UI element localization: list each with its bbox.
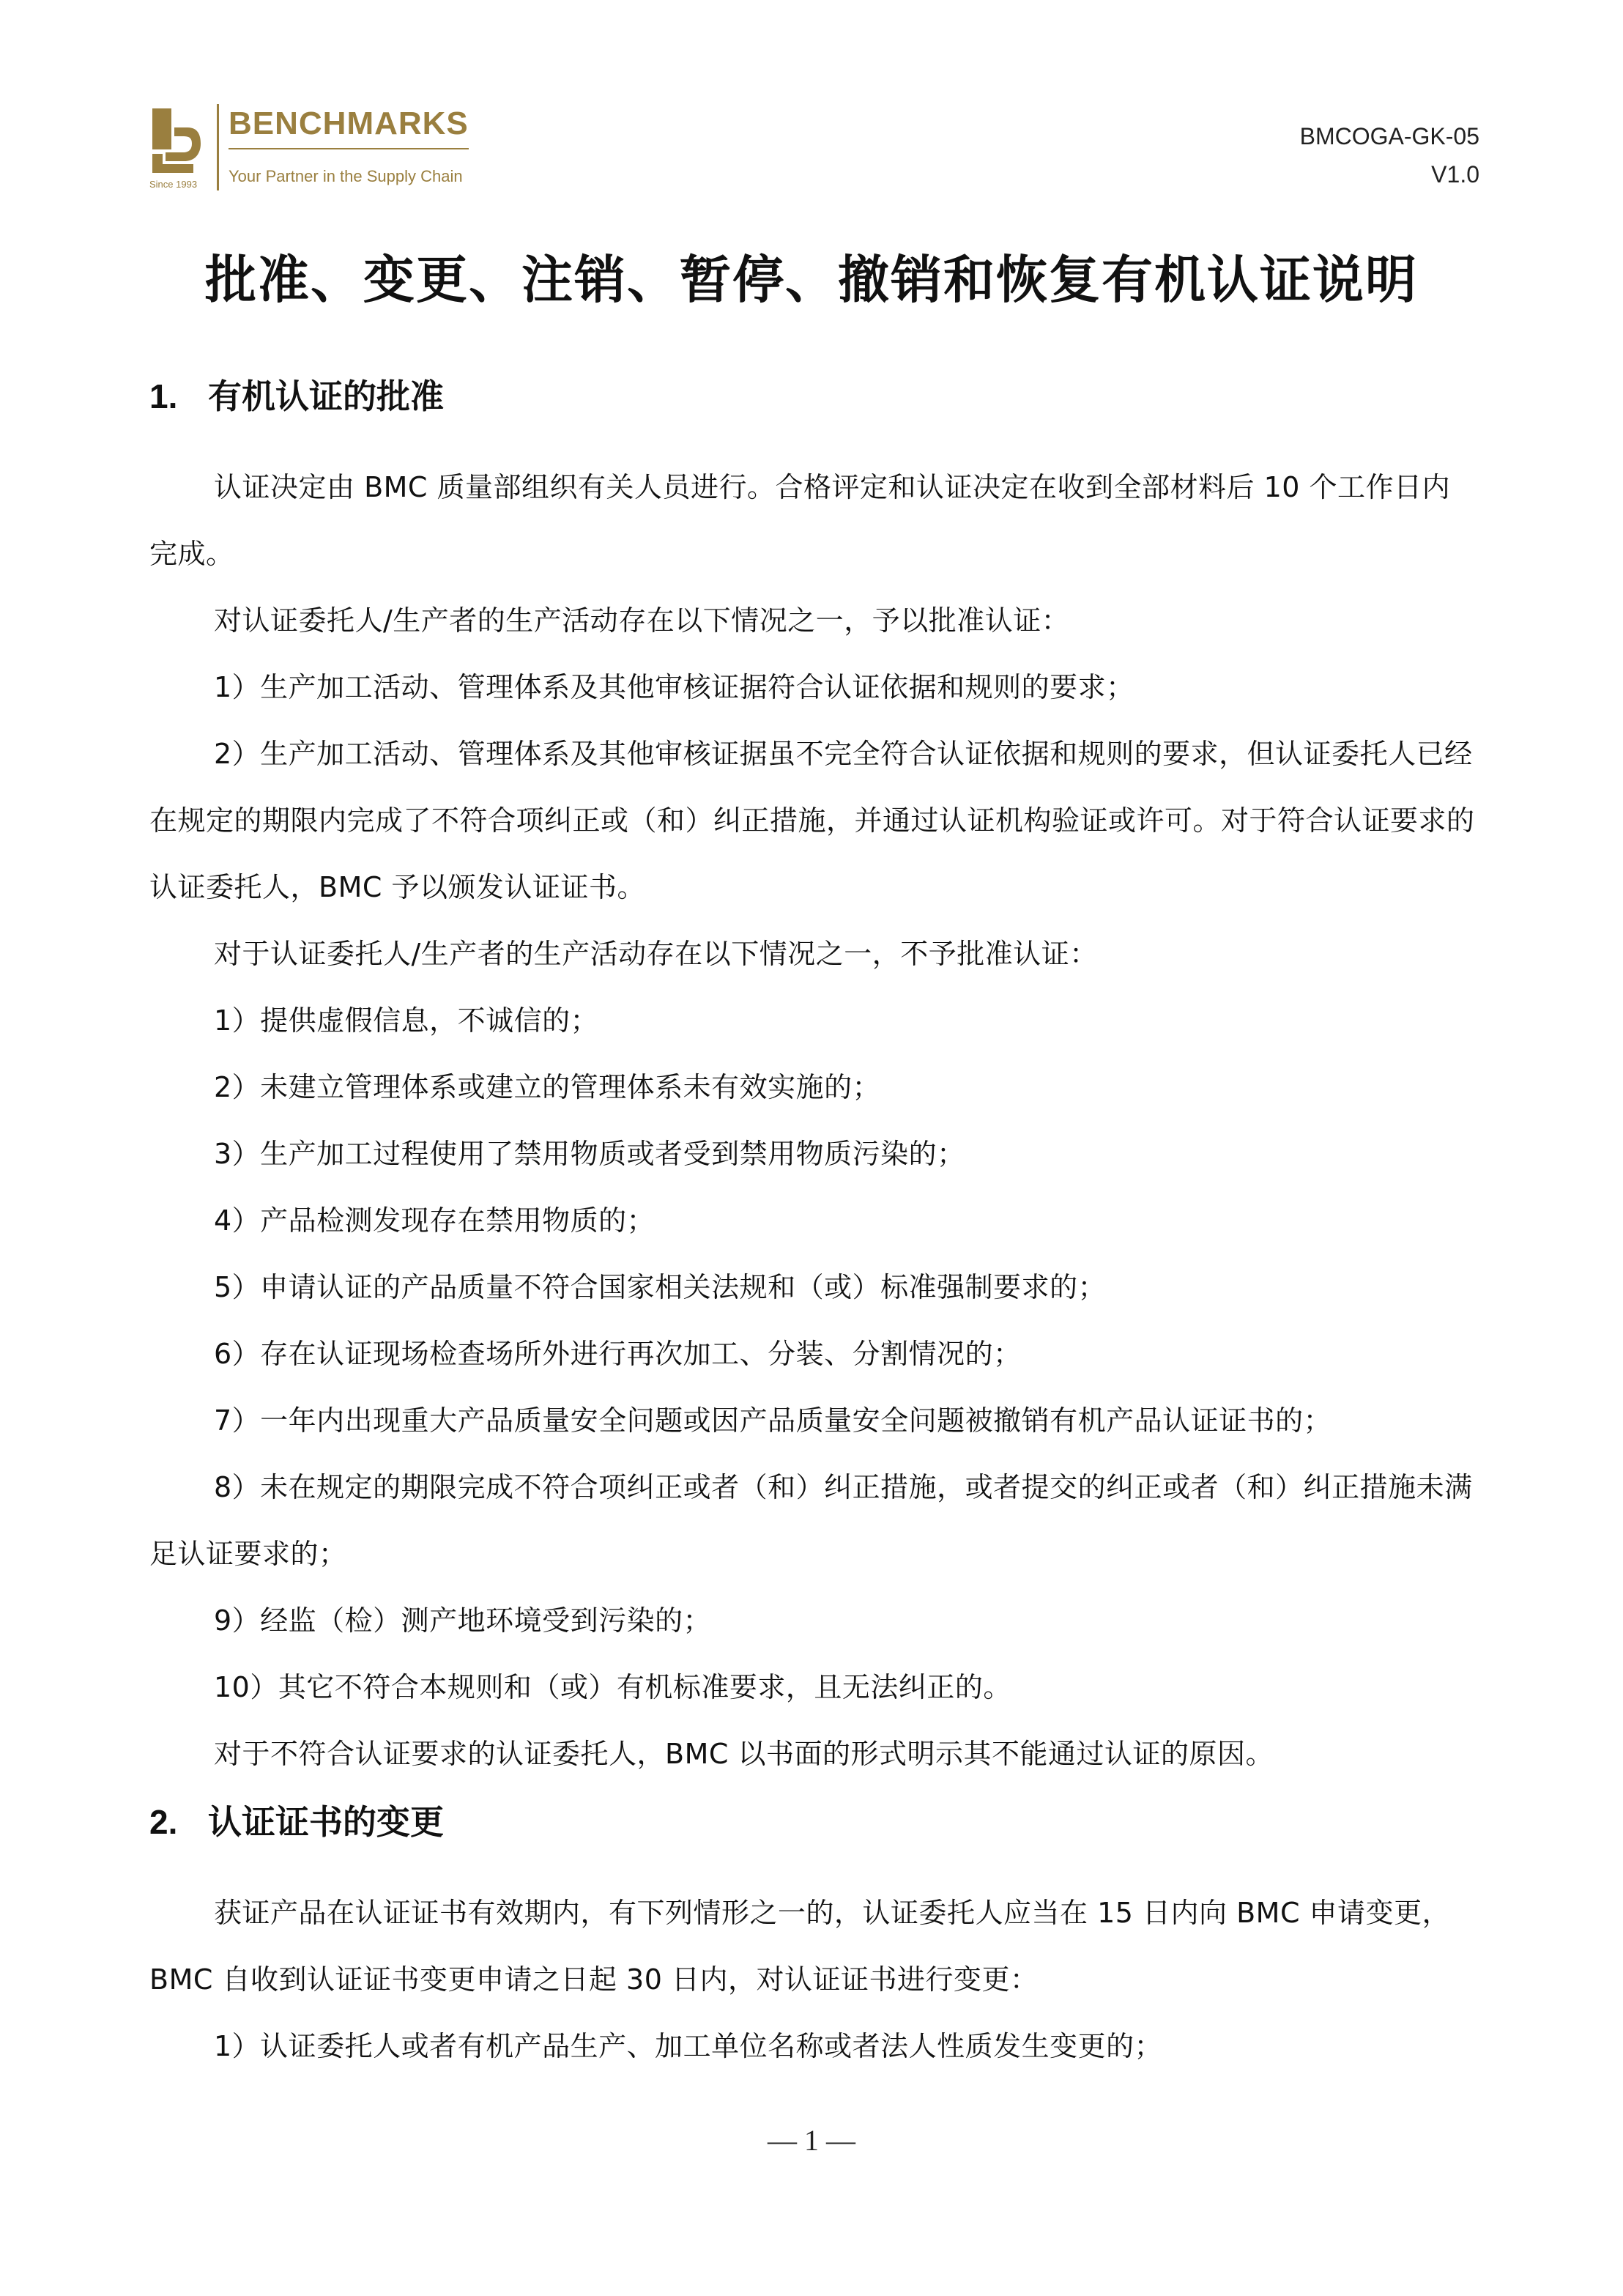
list-item: 6）存在认证现场检查场所外进行再次加工、分装、分割情况的；: [214, 1338, 1022, 1370]
logo-underline: [229, 148, 469, 149]
list-item: 2）生产加工活动、管理体系及其他审核证据虽不完全符合认证依据和规则的要求，但认证委托人已经在规定的期限内完成了不符合项纠正或（和）纠正措施，并通过认证机构验证或许可。对于符合认证要求的认证委托人，BMC 予以颁发认证证书。: [149, 738, 1475, 903]
list-item: 8）未在规定的期限完成不符合项纠正或者（和）纠正措施，或者提交的纠正或者（和）纠正措施未满足认证要求的；: [149, 1471, 1473, 1570]
section-heading: [149, 1792, 1477, 1852]
list-item: 7）一年内出现重大产品质量安全问题或因产品质量安全问题被撤销有机产品认证证书的；: [214, 1404, 1332, 1437]
paragraph: 获证产品在认证证书有效期内，有下列情形之一的，认证委托人应当在 15 日内向 BMC 申请变更，BMC 自收到认证证书变更申请之日起 30 日内，对认证证书进行变更：: [149, 1897, 1451, 1996]
logo-since-label: Since 1993: [149, 179, 198, 190]
paragraph: 对于不符合认证要求的认证委托人，BMC 以书面的形式明示其不能通过认证的原因。: [214, 1738, 1274, 1770]
list-item: 1）认证委托人或者有机产品生产、加工单位名称或者法人性质发生变更的；: [214, 2030, 1163, 2062]
logo-wordmark: BENCHMARKS: [229, 105, 469, 141]
list-item: 4）产品检测发现存在禁用物质的；: [214, 1204, 655, 1237]
document-code: BMCOGA-GK-05: [1299, 123, 1479, 149]
document-body: [149, 366, 1477, 2080]
logo-divider: [217, 104, 219, 190]
paragraph: 对认证委托人/生产者的生产活动存在以下情况之一，予以批准认证：: [214, 604, 1070, 637]
benchmarks-logo-icon: [149, 105, 202, 176]
document-reference: [1300, 117, 1479, 193]
company-logo: [149, 100, 486, 196]
page-number: — 1 —: [768, 2124, 855, 2157]
section-heading: [149, 366, 1477, 426]
list-item: 5）申请认证的产品质量不符合国家相关法规和（或）标准强制要求的；: [214, 1271, 1107, 1303]
paragraph: 认证决定由 BMC 质量部组织有关人员进行。合格评定和认证决定在收到全部材料后 10 个工作日内完成。: [149, 471, 1451, 570]
list-item: 9）经监（检）测产地环境受到污染的；: [214, 1604, 712, 1637]
list-item: 10）其它不符合本规则和（或）有机标准要求，且无法纠正的。: [214, 1671, 1011, 1703]
section-title: 认证证书的变更: [208, 1802, 444, 1842]
section-number: 1.: [149, 377, 178, 415]
list-item: 3）生产加工过程使用了禁用物质或者受到禁用物质污染的；: [214, 1138, 965, 1170]
list-item: 2）未建立管理体系或建立的管理体系未有效实施的；: [214, 1071, 881, 1103]
page-title: 批准、变更、注销、暂停、撤销和恢复有机认证说明: [205, 250, 1418, 310]
list-item: 1）提供虚假信息，不诚信的；: [214, 1004, 599, 1037]
section-title: 有机认证的批准: [208, 377, 444, 416]
list-item: 1）生产加工活动、管理体系及其他审核证据符合认证依据和规则的要求；: [214, 671, 1134, 703]
document-version: V1.0: [1431, 161, 1479, 188]
section-number: 2.: [149, 1803, 178, 1841]
logo-tagline: Your Partner in the Supply Chain: [229, 167, 463, 185]
paragraph: 对于认证委托人/生产者的生产活动存在以下情况之一，不予批准认证：: [214, 938, 1098, 970]
